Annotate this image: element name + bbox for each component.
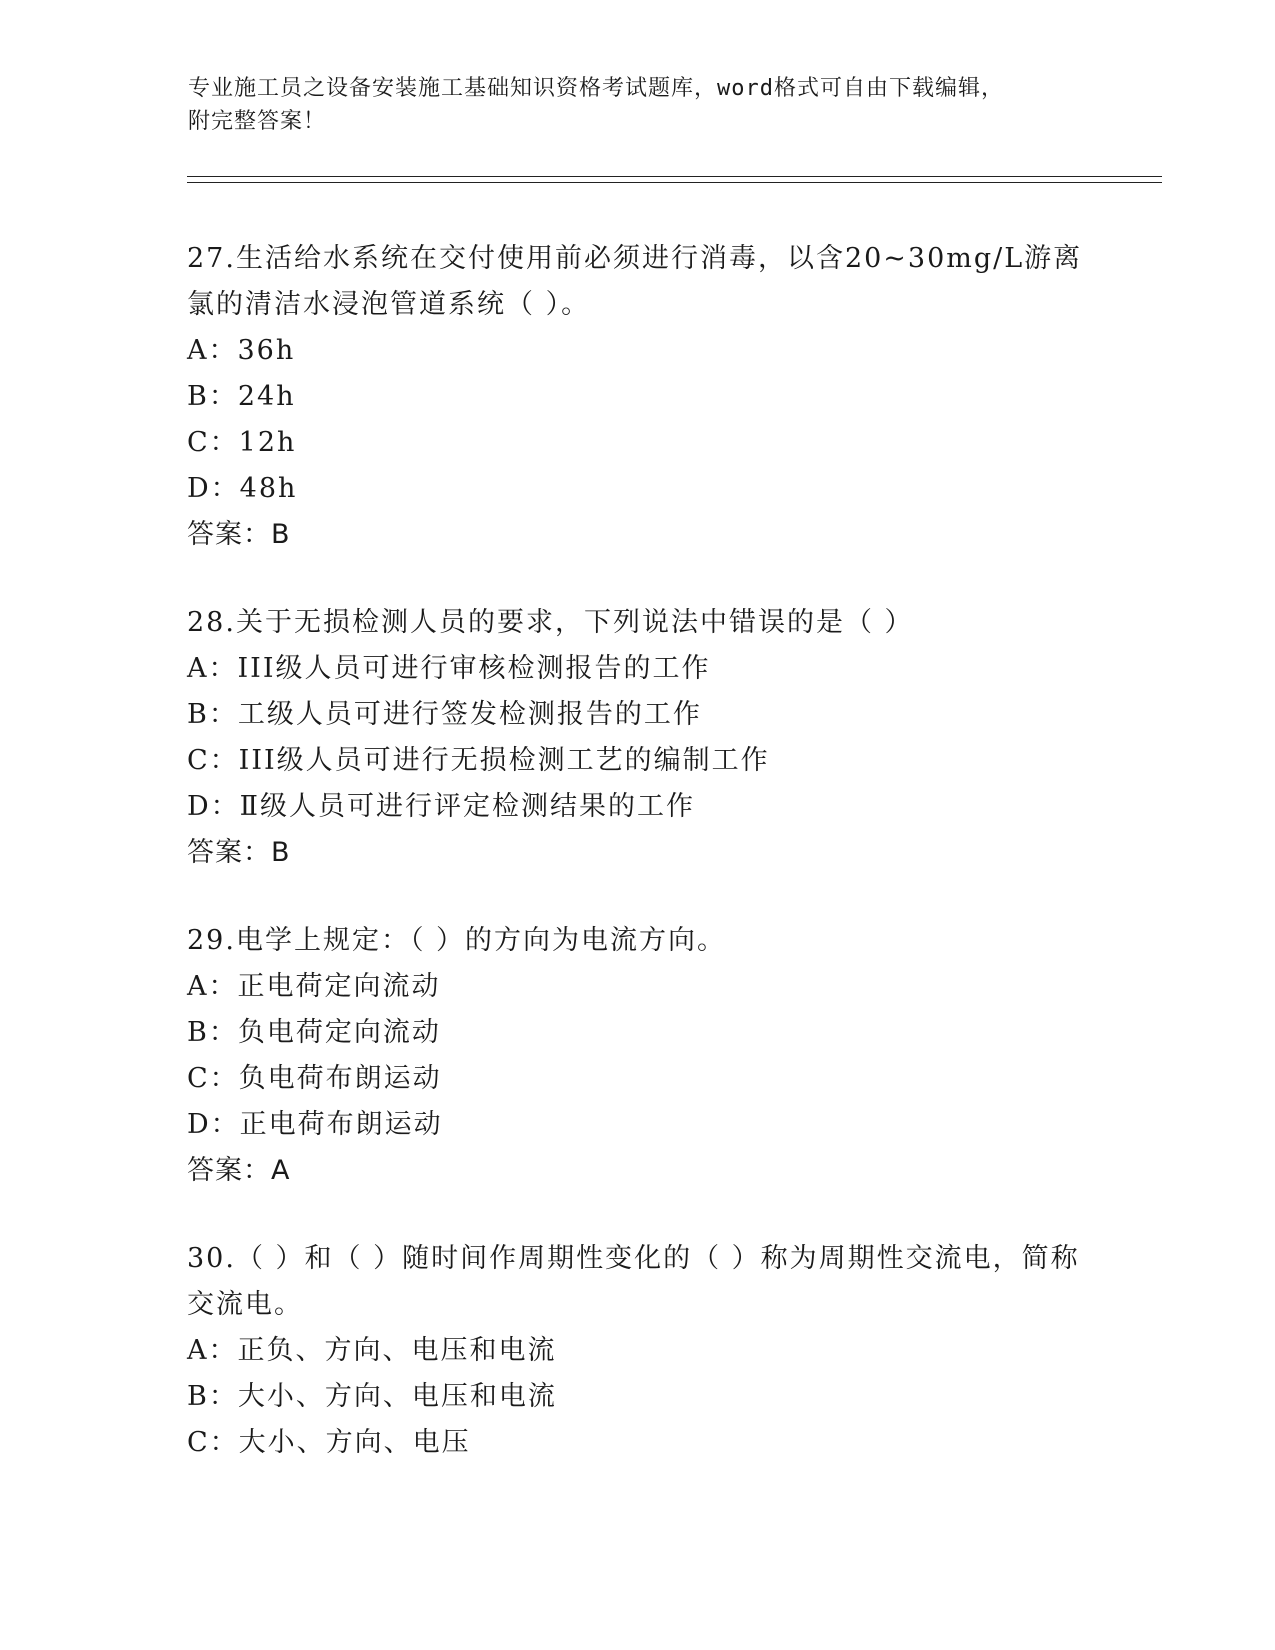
option-c: C：负电荷布朗运动 [187,1063,442,1094]
option-b: B：工级人员可进行签发检测报告的工作 [187,699,702,730]
header-line-1: 专业施工员之设备安装施工基础知识资格考试题库，word格式可自由下载编辑， [188,76,1004,101]
option-b: B：24h [187,381,296,412]
question-stem: 28.关于无损检测人员的要求，下列说法中错误的是（ ） [187,607,914,638]
option-c: C：III级人员可进行无损检测工艺的编制工作 [187,745,770,776]
question-27 [187,236,1087,558]
question-29 [187,918,1087,1194]
option-d: D：Ⅱ级人员可进行评定检测结果的工作 [187,791,695,822]
question-list [187,236,1087,1508]
option-d: D：正电荷布朗运动 [187,1109,443,1140]
answer: 答案：B [187,519,291,550]
question-stem: 29.电学上规定：（ ）的方向为电流方向。 [187,925,727,956]
option-a: A：正负、方向、电压和电流 [187,1335,557,1366]
question-28 [187,600,1087,876]
question-stem: 30.（ ）和（ ）随时间作周期性变化的（ ）称为周期性交流电，简称交流电。 [187,1243,1080,1320]
option-b: B：大小、方向、电压和电流 [187,1381,557,1412]
option-c: C：12h [187,427,297,458]
option-a: A：III级人员可进行审核检测报告的工作 [187,653,711,684]
option-c: C：大小、方向、电压 [187,1427,471,1458]
answer: 答案：A [187,1155,291,1186]
question-30 [187,1236,1087,1466]
header-divider-bottom [187,182,1162,183]
document-header [188,72,1068,138]
option-a: A：36h [187,335,296,366]
header-divider-top [187,176,1162,177]
option-a: A：正电荷定向流动 [187,971,441,1002]
header-line-2: 附完整答案！ [188,109,327,134]
answer: 答案：B [187,837,291,868]
option-d: D：48h [187,473,298,504]
option-b: B：负电荷定向流动 [187,1017,441,1048]
question-stem: 27.生活给水系统在交付使用前必须进行消毒，以含20~30mg/L游离氯的清洁水浸泡管道系统（ ）。 [187,243,1083,320]
